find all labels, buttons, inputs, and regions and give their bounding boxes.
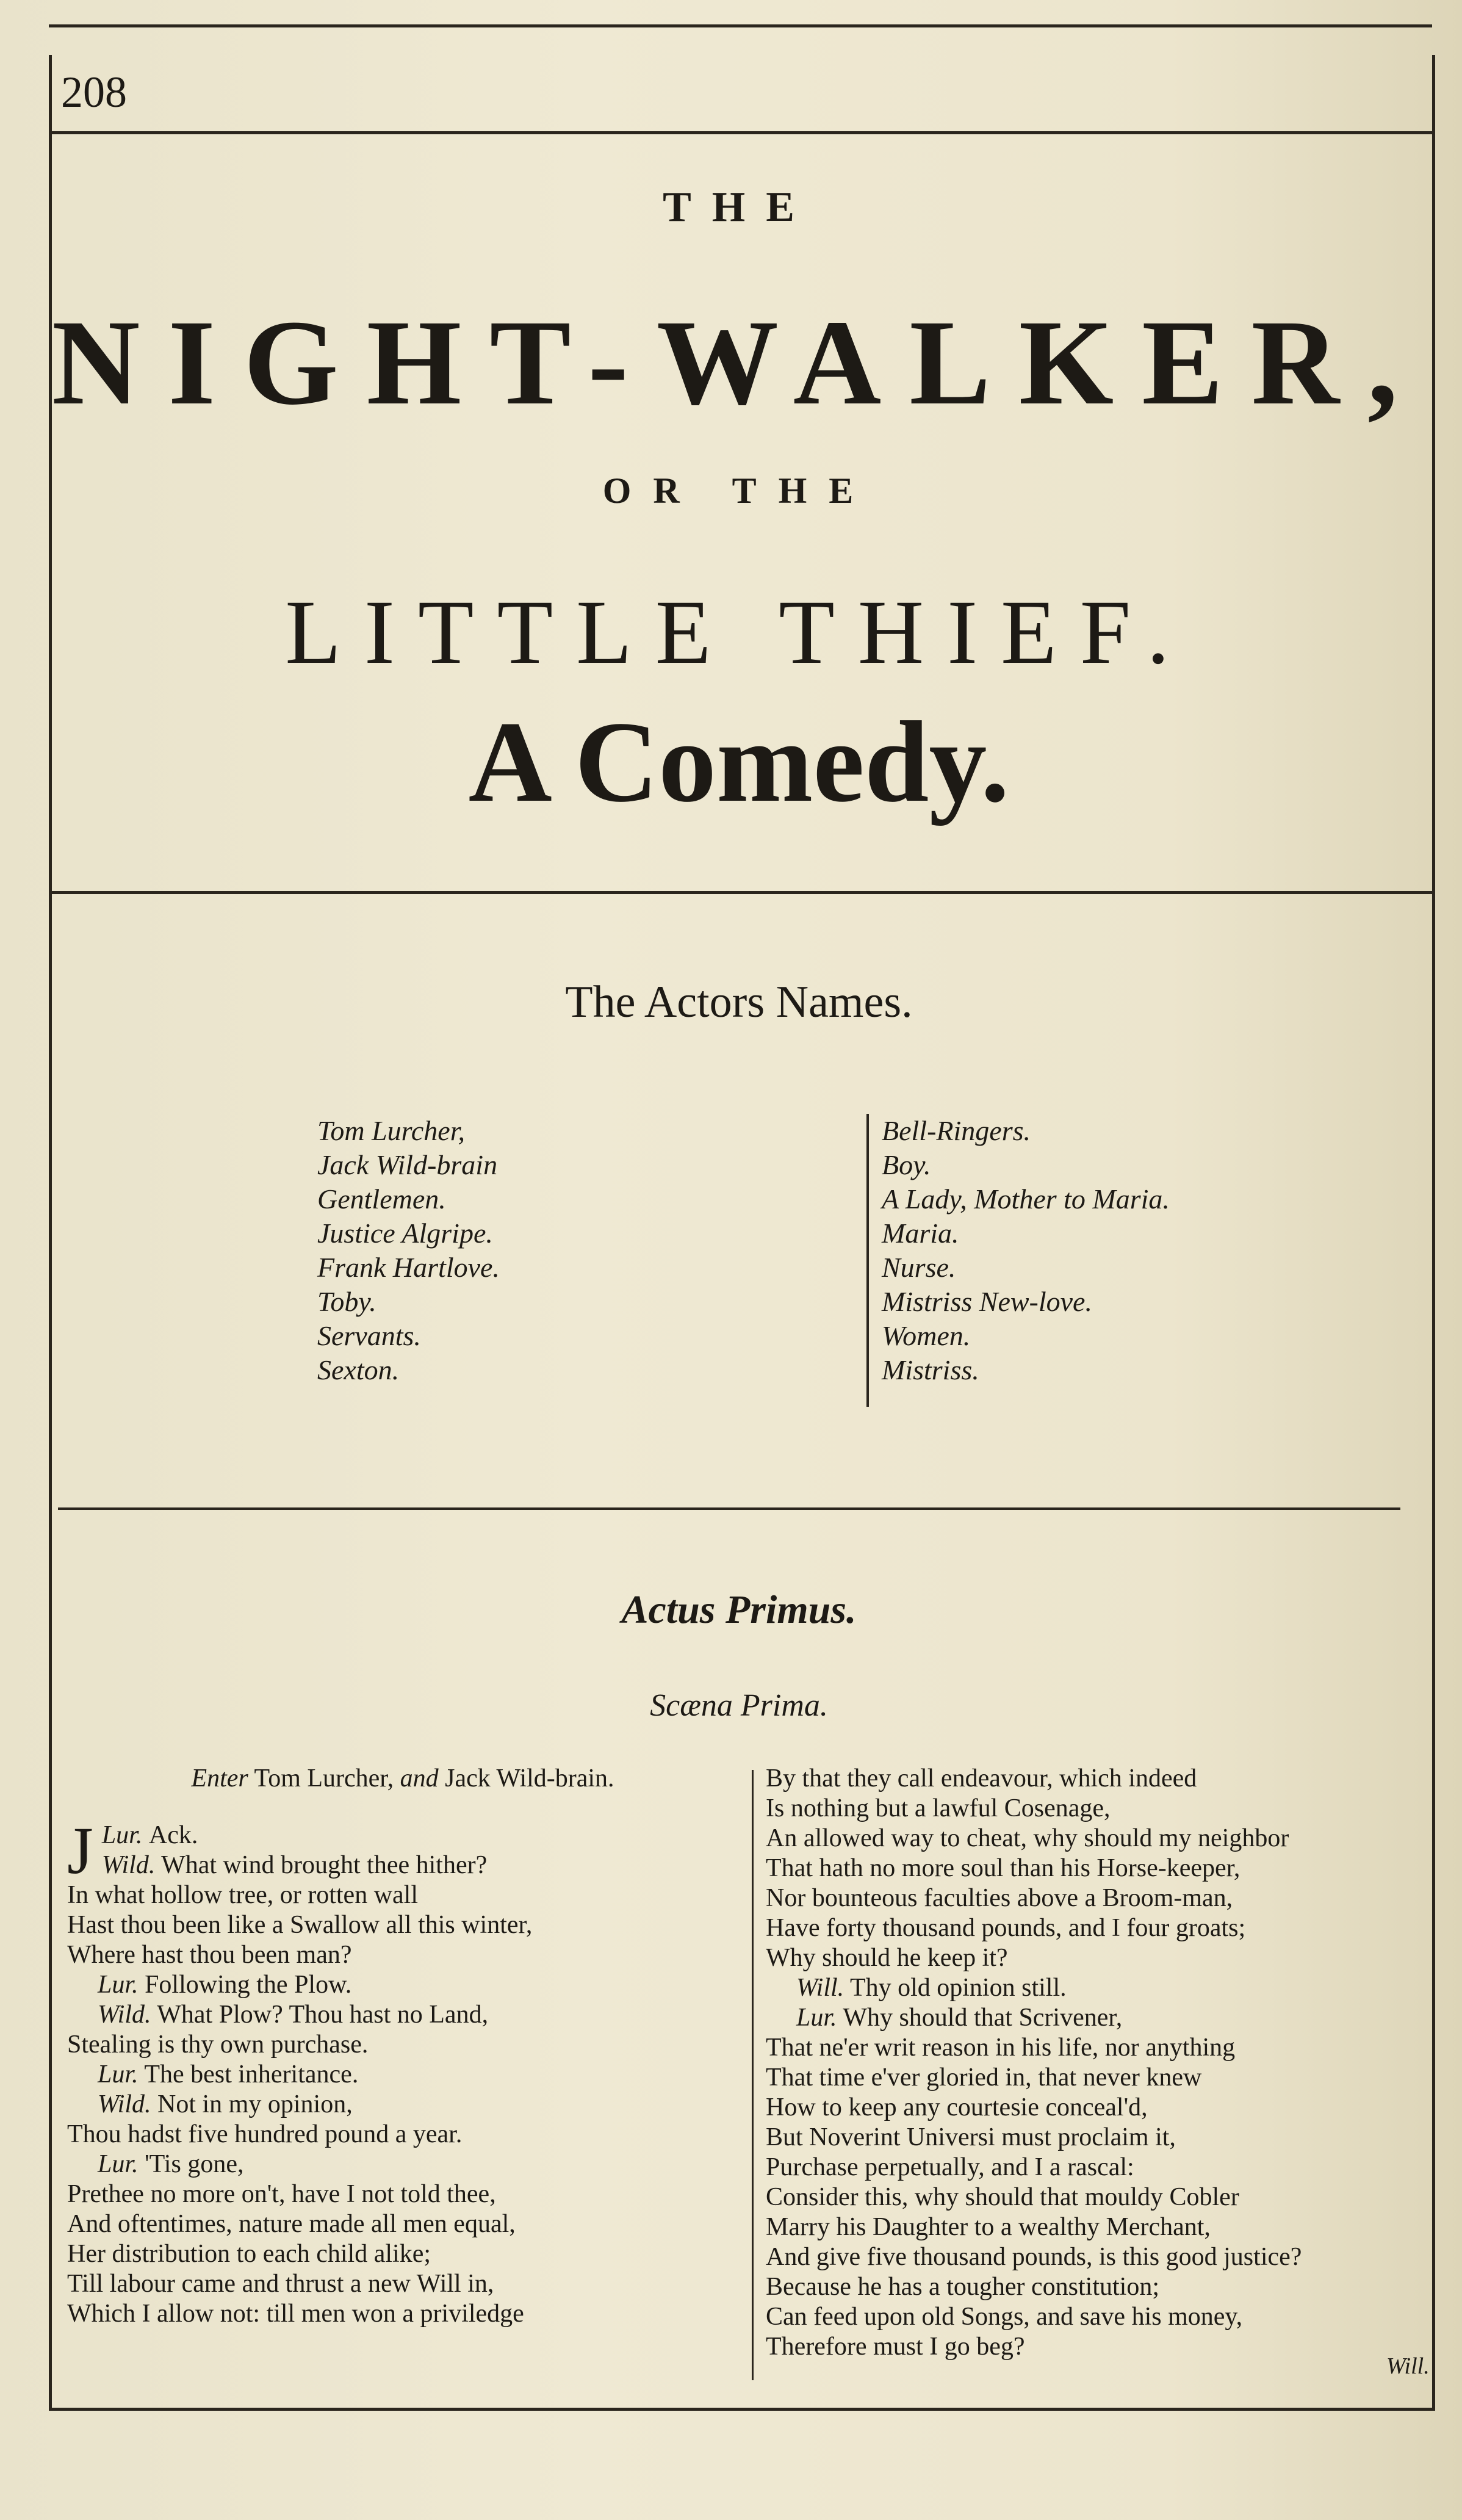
speaker-name: Lur.	[796, 2004, 837, 2032]
dialogue-left	[67, 1813, 738, 2329]
dialogue-line	[67, 2060, 738, 2090]
scene-heading: Scæna Prima.	[650, 1688, 828, 1723]
dialogue-line	[67, 1910, 738, 1940]
cast-member: Servants.	[317, 1320, 421, 1351]
line-text: Till labour came and thrust a new Will in,	[67, 2270, 494, 2298]
dialogue-line	[67, 2209, 738, 2239]
dialogue-line	[766, 2093, 1425, 2123]
line-text: That hath no more soul than his Horse-keeper,	[766, 1854, 1241, 1882]
page-number: 208	[61, 68, 127, 117]
speaker-name: Lur.	[98, 2060, 139, 2089]
dialogue-line	[766, 1883, 1425, 1913]
line-text: Nor bounteous faculties above a Broom-man,	[766, 1884, 1233, 1912]
dialogue-line	[766, 2272, 1425, 2302]
dialogue-line	[67, 2030, 738, 2060]
line-text: What wind brought thee hither?	[161, 1851, 488, 1879]
line-text: Hast thou been like a Swallow all this winter,	[67, 1911, 533, 1939]
dialogue-line	[67, 2000, 738, 2030]
cast-member: Frank Hartlove.	[317, 1252, 500, 1283]
column-divider	[752, 1770, 754, 2380]
line-text: In what hollow tree, or rotten wall	[67, 1881, 418, 1909]
entry-and: and	[400, 1764, 439, 1793]
line-text: Have forty thousand pounds, and I four groats;	[766, 1914, 1246, 1942]
line-text: The best inheritance.	[144, 2060, 359, 2089]
actors-heading: The Actors Names.	[565, 977, 913, 1027]
cast-member: A Lady, Mother to Maria.	[882, 1183, 1170, 1215]
dialogue-line	[67, 2269, 738, 2299]
cast-member: Mistriss.	[882, 1354, 979, 1385]
dialogue-line	[766, 2003, 1425, 2033]
dialogue-line	[766, 1824, 1425, 1854]
line-text: Not in my opinion,	[157, 2090, 353, 2118]
text-column-right	[766, 1764, 1425, 2362]
text-column-left	[67, 1764, 738, 2329]
dialogue-line	[766, 2123, 1425, 2153]
cast-member: Jack Wild-brain	[317, 1149, 498, 1180]
entry-name-1: Tom Lurcher,	[254, 1764, 394, 1793]
dialogue-line	[67, 2179, 738, 2209]
line-text: Why should he keep it?	[766, 1944, 1008, 1972]
line-text: Prethee no more on't, have I not told thee,	[67, 2180, 496, 2208]
catchword: Will.	[1386, 2353, 1430, 2379]
cast-member: Boy.	[882, 1149, 931, 1180]
line-text: Which I allow not: till men won a priviledge	[67, 2300, 524, 2328]
dialogue-line	[766, 1854, 1425, 1883]
dialogue-line	[67, 2299, 738, 2329]
line-text: Because he has a tougher constitution;	[766, 2273, 1159, 2301]
cast-member: Gentlemen.	[317, 1183, 446, 1215]
cast-list-right	[882, 1114, 1170, 1387]
cast-member: Bell-Ringers.	[882, 1115, 1031, 1146]
cast-member: Women.	[882, 1320, 971, 1351]
drop-cap: J	[67, 1813, 93, 1888]
cast-rule	[58, 1507, 1400, 1510]
line-text: Thy old opinion still.	[849, 1974, 1067, 2002]
title-rule	[49, 891, 1432, 894]
dialogue-line	[766, 1764, 1425, 1794]
line-text: And give five thousand pounds, is this good justice?	[766, 2243, 1302, 2271]
line-text: By that they call endeavour, which indeed	[766, 1764, 1197, 1793]
line-text: Where hast thou been man?	[67, 1941, 352, 1969]
title-little-thief: LITTLE THIEF.	[285, 582, 1193, 683]
header-rule	[49, 131, 1432, 134]
cast-member: Toby.	[317, 1286, 376, 1317]
line-text: And oftentimes, nature made all men equal,	[67, 2210, 516, 2238]
dialogue-line	[67, 2120, 738, 2150]
speaker-name: Will.	[796, 1974, 844, 2002]
speaker-name: Lur.	[101, 1821, 143, 1849]
line-text: What Plow? Thou hast no Land,	[157, 2001, 489, 2029]
dialogue-line	[766, 2033, 1425, 2063]
dialogue-line	[766, 2302, 1425, 2332]
cast-list-left	[317, 1114, 500, 1387]
line-text: Therefore must I go beg?	[766, 2333, 1025, 2361]
dialogue-line	[766, 1913, 1425, 1943]
line-text: Ack.	[148, 1821, 198, 1849]
speaker-name: Wild.	[98, 2001, 151, 2029]
line-text: Can feed upon old Songs, and save his money,	[766, 2303, 1243, 2331]
top-rule	[49, 24, 1432, 27]
line-text: Consider this, why should that mouldy Cobler	[766, 2183, 1239, 2211]
act-heading: Actus Primus.	[621, 1587, 857, 1632]
line-text: Thou hadst five hundred pound a year.	[67, 2120, 463, 2148]
line-text: That ne'er writ reason in his life, nor anything	[766, 2034, 1236, 2062]
speaker-name: Lur.	[98, 1971, 139, 1999]
line-text: Following the Plow.	[145, 1971, 352, 1999]
cast-member: Nurse.	[882, 1252, 956, 1283]
dialogue-line	[766, 2332, 1425, 2362]
line-text: Purchase perpetually, and I a rascal:	[766, 2153, 1134, 2181]
line-text: That time e'ver gloried in, that never knew	[766, 2063, 1202, 2092]
dialogue-line	[67, 1880, 738, 1910]
cast-divider	[866, 1114, 869, 1407]
dialogue-line	[766, 2153, 1425, 2182]
dialogue-line	[766, 2182, 1425, 2212]
cast-member: Sexton.	[317, 1354, 400, 1385]
line-text: Stealing is thy own purchase.	[67, 2031, 369, 2059]
dialogue-line	[67, 1850, 738, 1880]
title-main: NIGHT-WALKER,	[51, 295, 1427, 430]
entry-name-2: Jack Wild-brain.	[445, 1764, 614, 1793]
line-text: An allowed way to cheat, why should my neighbor	[766, 1824, 1289, 1852]
dialogue-line	[766, 2242, 1425, 2272]
line-text: How to keep any courtesie conceal'd,	[766, 2093, 1148, 2121]
dialogue-line	[766, 2212, 1425, 2242]
dialogue-line	[67, 2150, 738, 2179]
line-text: Why should that Scrivener,	[843, 2004, 1123, 2032]
cast-member: Maria.	[882, 1218, 959, 1249]
stage-direction	[67, 1764, 738, 1794]
speaker-name: Wild.	[98, 2090, 151, 2118]
dialogue-line	[766, 1943, 1425, 1973]
cast-member: Justice Algripe.	[317, 1218, 493, 1249]
dialogue-line	[67, 1940, 738, 1970]
line-text: Is nothing but a lawful Cosenage,	[766, 1794, 1111, 1822]
line-text: But Noverint Universi must proclaim it,	[766, 2123, 1176, 2151]
speaker-name: Lur.	[98, 2150, 139, 2178]
dialogue-line	[67, 2239, 738, 2269]
title-comedy: A Comedy.	[468, 698, 1010, 826]
line-text: Marry his Daughter to a wealthy Merchant,	[766, 2213, 1211, 2241]
dialogue-line	[766, 2063, 1425, 2093]
dialogue-line	[766, 1973, 1425, 2003]
dialogue-line	[766, 1794, 1425, 1824]
dialogue-line	[67, 2090, 738, 2120]
cast-member: Tom Lurcher,	[317, 1115, 465, 1146]
title-the: THE	[663, 184, 815, 231]
line-text: Her distribution to each child alike;	[67, 2240, 431, 2268]
title-or-the: OR THE	[602, 471, 876, 511]
line-text: 'Tis gone,	[145, 2150, 244, 2178]
speaker-name: Wild.	[101, 1851, 156, 1879]
cast-member: Mistriss New-love.	[882, 1286, 1092, 1317]
dialogue-line	[67, 1970, 738, 2000]
entry-enter: Enter	[191, 1764, 248, 1793]
